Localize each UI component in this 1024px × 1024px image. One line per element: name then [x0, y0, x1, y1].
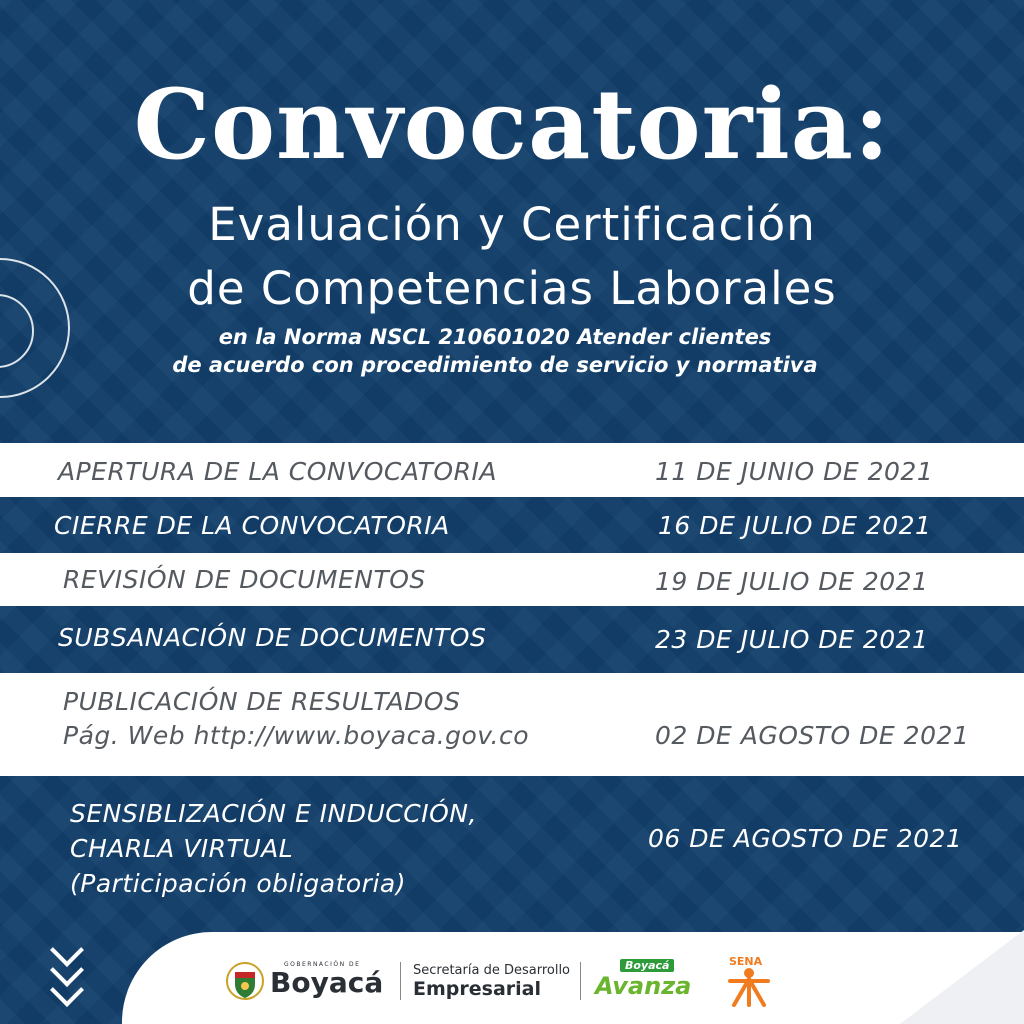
gobernacion-name: Boyacá: [270, 966, 384, 999]
logo-divider: [580, 962, 581, 1000]
activity-label: CIERRE DE LA CONVOCATORIA: [54, 511, 450, 540]
gobernacion-small-label: GOBERNACIÓN DE: [284, 961, 361, 968]
activity-label: APERTURA DE LA CONVOCATORIA: [58, 457, 497, 486]
norma-line-2: de acuerdo con procedimiento de servicio y normativa: [172, 353, 818, 377]
activity-date: 11 DE JUNIO DE 2021: [655, 457, 934, 486]
activity-date: 02 DE AGOSTO DE 2021: [655, 721, 970, 750]
activity-label-line-2: Pág. Web http://www.boyaca.gov.co: [63, 721, 530, 750]
chevron-down-icon: [50, 973, 84, 1007]
schedule-row-sensibilizacion: [0, 777, 1024, 927]
activity-label-line-3: (Participación obligatoria): [70, 869, 406, 898]
activity-label: SUBSANACIÓN DE DOCUMENTOS: [58, 623, 487, 652]
subtitle-line-2: de Competencias Laborales: [187, 262, 837, 315]
avanza-tag: Boyacá: [620, 959, 674, 972]
activity-label-line-1: PUBLICACIÓN DE RESULTADOS: [63, 687, 461, 716]
secretaria-line-2: Empresarial: [413, 978, 541, 1000]
avanza-name: Avanza: [595, 972, 692, 1000]
schedule-row-revision: [0, 553, 1024, 606]
sena-label: SENA: [729, 955, 763, 968]
schedule-row-subsanacion: [0, 607, 1024, 673]
norma-line-1: en la Norma NSCL 210601020 Atender clientes: [218, 325, 772, 349]
poster-title: Convocatoria:: [133, 68, 891, 181]
boyaca-shield-icon: [226, 960, 264, 1002]
logo-divider: [400, 962, 401, 1000]
secretaria-line-1: Secretaría de Desarrollo: [413, 963, 571, 978]
activity-date: 06 DE AGOSTO DE 2021: [648, 824, 963, 853]
activity-date: 16 DE JULIO DE 2021: [658, 511, 932, 540]
subtitle-line-1: Evaluación y Certificación: [208, 198, 816, 251]
activity-date: 19 DE JULIO DE 2021: [655, 567, 929, 596]
schedule-row-apertura: [0, 443, 1024, 497]
schedule-row-cierre: [0, 498, 1024, 552]
activity-label: REVISIÓN DE DOCUMENTOS: [63, 565, 426, 594]
activity-label-line-2: CHARLA VIRTUAL: [70, 834, 294, 863]
schedule-row-publicacion: [0, 673, 1024, 776]
activity-date: 23 DE JULIO DE 2021: [655, 625, 929, 654]
activity-label-line-1: SENSIBLIZACIÓN E INDUCCIÓN,: [70, 799, 477, 828]
footer-corner-accent: [900, 930, 1024, 1024]
sena-person-icon: [724, 967, 774, 1007]
